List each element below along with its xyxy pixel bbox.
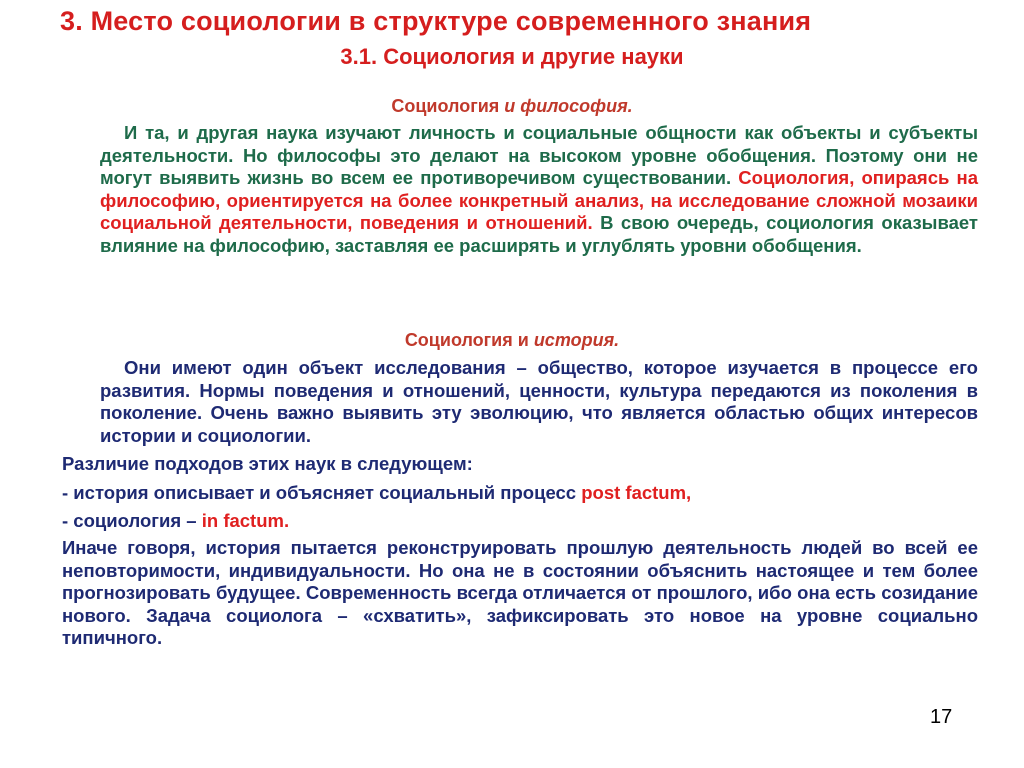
slide-title: 3. Место социологии в структуре современного знания (60, 6, 812, 36)
philosophy-text-highlight: Социология, опираясь на философию, ориентируется на более конкретный анализ, на исследование сложной мозаики социальной деятельности, поведения и отношений. (100, 167, 978, 233)
heading-text: Социология и (404, 330, 534, 350)
in-factum-term: in factum. (201, 510, 290, 531)
philosophy-text-2: В свою очередь, социология оказывает влияние на философию, заставляя ее расширять и углублять уровни обобщения. (100, 212, 978, 256)
heading-italic-text: и философия. (504, 96, 633, 116)
sociology-approach-line (62, 510, 289, 532)
sociology-approach-text: - социология – (62, 510, 202, 531)
section-heading-history (0, 330, 1024, 351)
conclusion-paragraph: Иначе говоря, история пытается реконструировать прошлую деятельность людей во всей ее неповторимости, индивидуальности. Но она не в состоянии объяснить настоящее и тем более прогнозировать будущее. Современность всегда отличается от прошлого, ибо она есть созидание нового. Задача социолога – «схватить», зафиксировать это новое на уровне социально типичного. (62, 537, 978, 648)
slide-subtitle: 3.1. Социология и другие науки (340, 44, 684, 69)
history-paragraph: Они имеют один объект исследования – общество, которое изучается в процессе его развития. Нормы поведения и отношений, ценности, культура передаются из поколения в поколение. Очень важно выявить эту эволюцию, что является областью общих интересов истории и социологии. (100, 357, 978, 446)
section-heading-philosophy (0, 96, 1024, 117)
philosophy-paragraph (100, 122, 978, 257)
heading-text: Социология (391, 96, 505, 116)
post-factum-term: post factum, (581, 482, 692, 503)
history-approach-line (62, 482, 691, 504)
page-number: 17 (930, 706, 953, 728)
difference-line: Различие подходов этих наук в следующем: (62, 453, 473, 474)
history-approach-text: - история описывает и объясняет социальный процесс (62, 482, 582, 503)
heading-italic-text: история. (533, 330, 620, 350)
philosophy-text-1: И та, и другая наука изучают личность и социальные общности как объекты и субъекты деятельности. Но философы это делают на высоком уровне обобщения. Поэтому они не могут выявить жизнь во всем ее противоречивом существовании. (100, 122, 978, 188)
